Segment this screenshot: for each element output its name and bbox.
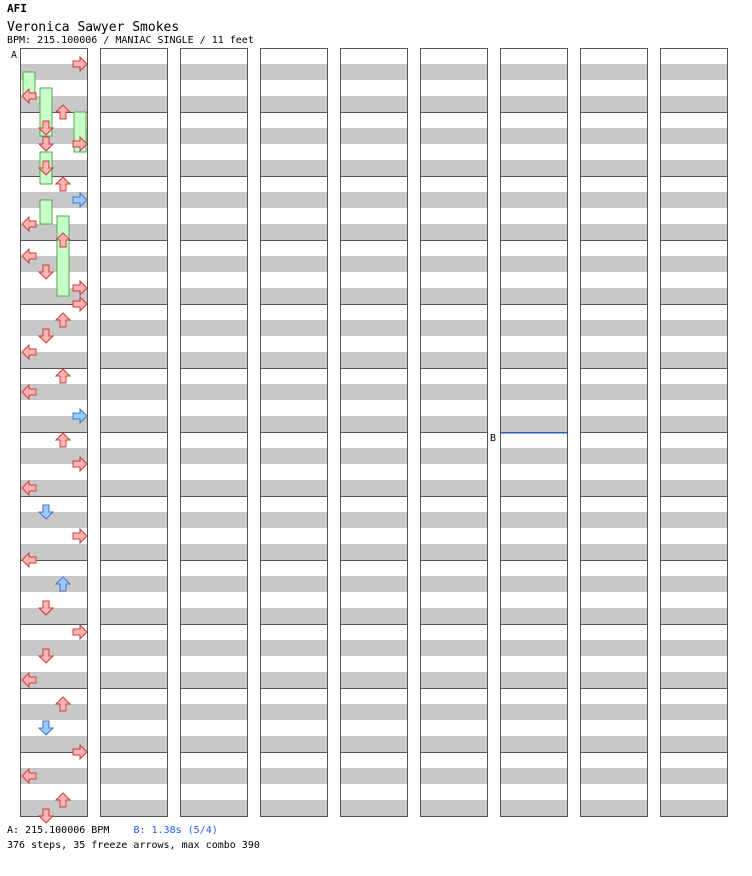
beat-stripe (500, 800, 568, 816)
beat-stripe (580, 672, 648, 688)
beat-stripe (20, 704, 88, 720)
beat-stripe (420, 672, 488, 688)
beat-stripe (100, 448, 168, 464)
footer-bpm (7, 825, 218, 836)
beat-stripe (500, 352, 568, 368)
beat-stripe (500, 288, 568, 304)
beat-stripe (660, 512, 728, 528)
beat-stripe (340, 640, 408, 656)
beat-stripe (340, 576, 408, 592)
beat-stripe (260, 512, 328, 528)
beat-stripe (340, 512, 408, 528)
beat-stripe (580, 640, 648, 656)
beat-stripe (180, 256, 248, 272)
beat-stripe (260, 576, 328, 592)
beat-stripe (100, 384, 168, 400)
beat-stripe (500, 416, 568, 432)
beat-stripe (260, 96, 328, 112)
beat-stripe (260, 224, 328, 240)
beat-stripe (260, 704, 328, 720)
beat-stripe (500, 704, 568, 720)
beat-stripe (340, 480, 408, 496)
bpm-a-text: A: 215.100006 BPM (7, 825, 110, 836)
beat-stripe (20, 576, 88, 592)
beat-stripe (340, 256, 408, 272)
beat-stripe (420, 448, 488, 464)
beat-stripe (580, 608, 648, 624)
beat-stripe (100, 192, 168, 208)
beat-stripe (260, 800, 328, 816)
beat-stripe (420, 800, 488, 816)
beat-stripe (660, 768, 728, 784)
beat-stripe (100, 288, 168, 304)
beat-stripe (580, 768, 648, 784)
beat-stripe (580, 160, 648, 176)
beat-stripe (100, 64, 168, 80)
beat-stripe (20, 800, 88, 816)
beat-stripe (100, 800, 168, 816)
beat-stripe (660, 672, 728, 688)
beat-stripe (180, 480, 248, 496)
beat-stripe (260, 768, 328, 784)
beat-stripe (420, 608, 488, 624)
beat-stripe (100, 480, 168, 496)
beat-stripe (660, 160, 728, 176)
beat-stripe (260, 320, 328, 336)
beat-stripe (660, 448, 728, 464)
beat-stripe (660, 320, 728, 336)
beat-stripe (580, 480, 648, 496)
beat-stripe (500, 640, 568, 656)
song-title: Veronica Sawyer Smokes (7, 20, 180, 35)
beat-stripe (340, 64, 408, 80)
beat-stripe (260, 128, 328, 144)
beat-stripe (180, 384, 248, 400)
beat-stripe (500, 224, 568, 240)
beat-stripe (340, 96, 408, 112)
beat-stripe (580, 544, 648, 560)
beat-stripe (580, 736, 648, 752)
beat-stripe (660, 64, 728, 80)
beat-stripe (340, 768, 408, 784)
beat-stripe (660, 96, 728, 112)
beat-stripe (100, 736, 168, 752)
beat-stripe (660, 704, 728, 720)
beat-stripe (100, 416, 168, 432)
beat-stripe (580, 448, 648, 464)
beat-stripe (100, 544, 168, 560)
beat-stripe (260, 448, 328, 464)
beat-stripe (420, 128, 488, 144)
beat-stripe (180, 416, 248, 432)
beat-stripe (340, 288, 408, 304)
beat-stripe (420, 576, 488, 592)
beat-stripe (260, 608, 328, 624)
beat-stripe (100, 672, 168, 688)
beat-stripe (420, 256, 488, 272)
beat-stripe (420, 224, 488, 240)
chart-column (500, 48, 568, 817)
beat-stripe (180, 608, 248, 624)
beat-stripe (180, 96, 248, 112)
beat-stripe (580, 512, 648, 528)
beat-stripe (180, 192, 248, 208)
beat-stripe (500, 608, 568, 624)
beat-stripe (340, 128, 408, 144)
beat-stripe (580, 96, 648, 112)
beat-stripe (500, 672, 568, 688)
beat-stripe (420, 192, 488, 208)
beat-stripe (500, 384, 568, 400)
beat-stripe (260, 64, 328, 80)
beat-stripe (660, 352, 728, 368)
beat-stripe (180, 736, 248, 752)
chart-column (20, 48, 88, 817)
beat-stripe (260, 544, 328, 560)
beat-stripe (100, 128, 168, 144)
beat-stripe (660, 736, 728, 752)
chart-meta: BPM: 215.100006 / MANIAC SINGLE / 11 feet (7, 35, 254, 46)
beat-stripe (420, 736, 488, 752)
artist-name: AFI (7, 2, 27, 15)
beat-stripe (580, 224, 648, 240)
beat-stripe (500, 320, 568, 336)
beat-stripe (420, 160, 488, 176)
beat-stripe (500, 480, 568, 496)
beat-stripe (580, 256, 648, 272)
freeze-body (40, 200, 52, 224)
beat-stripe (340, 608, 408, 624)
beat-stripe (180, 800, 248, 816)
beat-stripe (660, 256, 728, 272)
beat-stripe (500, 96, 568, 112)
beat-stripe (20, 320, 88, 336)
beat-stripe (660, 640, 728, 656)
chart-column (660, 48, 728, 817)
beat-stripe (260, 352, 328, 368)
beat-stripe (260, 288, 328, 304)
beat-stripe (500, 128, 568, 144)
beat-stripe (340, 352, 408, 368)
beat-stripe (100, 256, 168, 272)
beat-stripe (340, 448, 408, 464)
beat-stripe (260, 160, 328, 176)
bpm-b-text: B: 1.38s (5/4) (133, 825, 218, 836)
beat-stripe (420, 480, 488, 496)
beat-stripe (660, 192, 728, 208)
beat-stripe (580, 384, 648, 400)
beat-stripe (100, 704, 168, 720)
beat-stripe (180, 768, 248, 784)
beat-stripe (420, 704, 488, 720)
beat-stripe (340, 224, 408, 240)
beat-stripe (100, 768, 168, 784)
beat-stripe (420, 320, 488, 336)
beat-stripe (180, 320, 248, 336)
beat-stripe (580, 288, 648, 304)
beat-stripe (340, 192, 408, 208)
beat-stripe (660, 608, 728, 624)
beat-stripe (580, 576, 648, 592)
beat-stripe (100, 320, 168, 336)
marker-b-label: B (490, 433, 497, 444)
beat-stripe (580, 320, 648, 336)
beat-stripe (500, 768, 568, 784)
beat-stripe (100, 224, 168, 240)
beat-stripe (20, 160, 88, 176)
beat-stripe (180, 352, 248, 368)
beat-stripe (420, 768, 488, 784)
beat-stripe (180, 448, 248, 464)
beat-stripe (660, 128, 728, 144)
chart-column (260, 48, 328, 817)
beat-stripe (580, 192, 648, 208)
beat-stripe (580, 416, 648, 432)
beat-stripe (660, 576, 728, 592)
beat-stripe (420, 352, 488, 368)
freeze-body (57, 216, 69, 296)
beat-stripe (420, 416, 488, 432)
beat-stripe (340, 384, 408, 400)
beat-stripe (500, 544, 568, 560)
beat-stripe (260, 640, 328, 656)
beat-stripe (180, 640, 248, 656)
beat-stripe (340, 544, 408, 560)
beat-stripe (420, 288, 488, 304)
beat-stripe (580, 64, 648, 80)
beat-stripe (100, 352, 168, 368)
beat-stripe (420, 512, 488, 528)
chart-column (100, 48, 168, 817)
footer-stats: 376 steps, 35 freeze arrows, max combo 390 (7, 840, 260, 851)
beat-stripe (100, 576, 168, 592)
beat-stripe (340, 736, 408, 752)
beat-stripe (260, 192, 328, 208)
beat-stripe (260, 416, 328, 432)
beat-stripe (660, 288, 728, 304)
beat-stripe (500, 576, 568, 592)
beat-stripe (180, 512, 248, 528)
beat-stripe (180, 576, 248, 592)
chart-column (180, 48, 248, 817)
chart-column (420, 48, 488, 817)
beat-stripe (260, 480, 328, 496)
beat-stripe (260, 256, 328, 272)
beat-stripe (180, 160, 248, 176)
beat-stripe (260, 672, 328, 688)
beat-stripe (260, 736, 328, 752)
beat-stripe (420, 64, 488, 80)
beat-stripe (500, 448, 568, 464)
beat-stripe (580, 128, 648, 144)
beat-stripe (660, 416, 728, 432)
beat-stripe (420, 544, 488, 560)
beat-stripe (20, 640, 88, 656)
beat-stripe (500, 160, 568, 176)
beat-stripe (420, 640, 488, 656)
beat-stripe (100, 640, 168, 656)
beat-stripe (340, 800, 408, 816)
beat-stripe (580, 704, 648, 720)
beat-stripe (180, 672, 248, 688)
beat-stripe (180, 224, 248, 240)
beat-stripe (340, 160, 408, 176)
beat-stripe (180, 704, 248, 720)
beat-stripe (100, 608, 168, 624)
beat-stripe (340, 672, 408, 688)
beat-stripe (340, 320, 408, 336)
beat-stripe (180, 288, 248, 304)
beat-stripe (500, 256, 568, 272)
beat-stripe (100, 96, 168, 112)
beat-stripe (660, 800, 728, 816)
beat-stripe (660, 224, 728, 240)
beat-stripe (580, 800, 648, 816)
beat-stripe (180, 544, 248, 560)
chart-column (580, 48, 648, 817)
beat-stripe (500, 192, 568, 208)
beat-stripe (420, 96, 488, 112)
beat-stripe (20, 608, 88, 624)
beat-stripe (340, 704, 408, 720)
beat-stripe (180, 128, 248, 144)
beat-stripe (660, 384, 728, 400)
beat-stripe (500, 64, 568, 80)
chart-column (340, 48, 408, 817)
beat-stripe (500, 512, 568, 528)
beat-stripe (260, 384, 328, 400)
beat-stripe (660, 544, 728, 560)
beat-stripe (340, 416, 408, 432)
beat-stripe (180, 64, 248, 80)
beat-stripe (20, 512, 88, 528)
beat-stripe (420, 384, 488, 400)
beat-stripe (100, 160, 168, 176)
beat-stripe (500, 736, 568, 752)
marker-a-label: A (11, 50, 18, 61)
beat-stripe (580, 352, 648, 368)
beat-stripe (100, 512, 168, 528)
beat-stripe (660, 480, 728, 496)
